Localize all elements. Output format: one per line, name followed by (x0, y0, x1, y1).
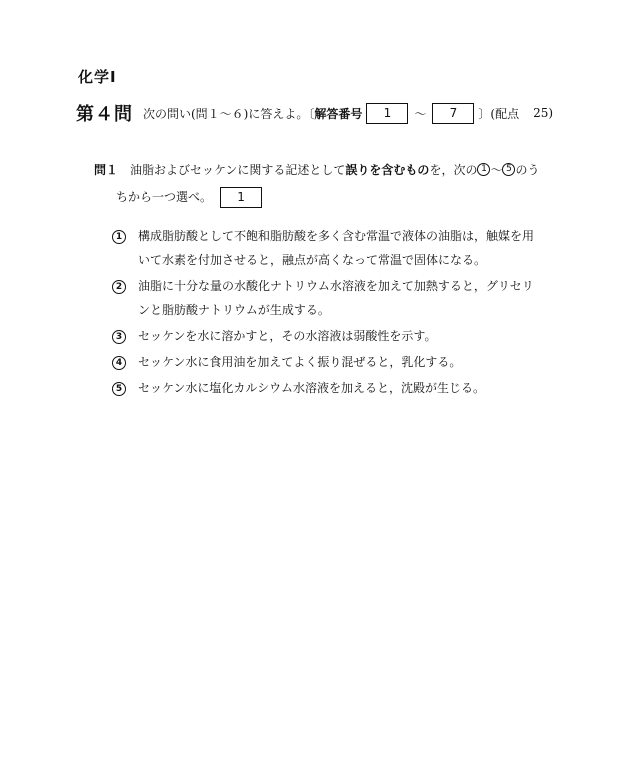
choice-text-line1: セッケンを水に溶かすと，その水溶液は弱酸性を示す。 (138, 329, 437, 343)
instruction-text: 次の問い(問１～６)に答えよ。〔 (143, 106, 315, 121)
choice-number-circle: 5 (112, 382, 126, 396)
range-tilde: ～ (414, 106, 427, 121)
question-1-text-pre: 油脂およびセッケンに関する記述として (130, 163, 346, 177)
choice-number-circle: 4 (112, 356, 126, 370)
choice-text-line1: 油脂に十分な量の水酸化ナトリウム水溶液を加えて加熱すると，グリセリ (138, 279, 534, 293)
points-value: 25) (533, 106, 554, 120)
points-label: 〕(配点 (478, 106, 520, 121)
answer-start-box: 1 (366, 103, 408, 124)
answer-number-label: 解答番号 (314, 106, 363, 121)
choice-2 (112, 274, 552, 322)
choice-3 (112, 324, 552, 348)
question-1-label: 問１ (94, 163, 119, 177)
question-1-text-end: のう (515, 163, 540, 177)
question-1 (94, 156, 554, 210)
choice-text-line2: ンと脂肪酸ナトリウムが生成する。 (138, 303, 330, 317)
question-1-answer-box: 1 (220, 187, 262, 208)
range-start-circle: 1 (477, 163, 490, 176)
question-header (76, 101, 553, 125)
question-1-text-line2: ちから一つ選べ。 (116, 190, 213, 204)
question-1-text-bold: 誤りを含むもの (345, 163, 430, 177)
range-end-circle: 5 (502, 163, 515, 176)
choice-1 (112, 224, 552, 272)
choice-number-circle: 3 (112, 330, 126, 344)
choice-5 (112, 376, 552, 400)
choice-text-line2: いて水素を付加させると，融点が高くなって常温で固体になる。 (138, 253, 487, 267)
question-number: 第４問 (76, 104, 133, 125)
question-1-tilde: ～ (490, 163, 503, 177)
choice-text-line1: セッケン水に塩化カルシウム水溶液を加えると，沈殿が生じる。 (138, 381, 485, 395)
question-1-line1 (94, 156, 554, 184)
choice-number-circle: 1 (112, 230, 126, 244)
choice-4 (112, 350, 552, 374)
answer-end-box: 7 (432, 103, 474, 124)
choice-list (112, 224, 552, 400)
subject-title: 化学Ⅰ (78, 68, 117, 86)
question-1-line2 (94, 184, 554, 210)
choice-text-line1: 構成脂肪酸として不飽和脂肪酸を多く含む常温で液体の油脂は，触媒を用 (138, 229, 535, 243)
choice-text-line1: セッケン水に食用油を加えてよく振り混ぜると，乳化する。 (138, 355, 462, 369)
choice-number-circle: 2 (112, 280, 126, 294)
question-1-text-mid: を，次の (429, 163, 478, 177)
